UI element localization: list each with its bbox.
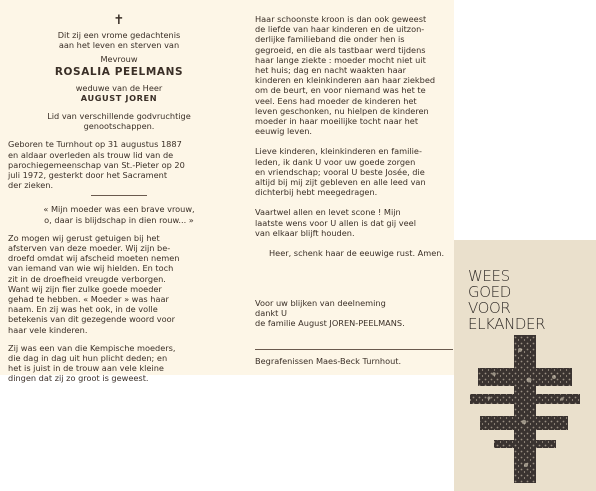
cover-line-3: VOOR [468, 299, 511, 317]
husband-name: AUGUST JOREN [80, 92, 158, 103]
paragraph-2: Zij was een van die Kempische moeders, die dag in dag uit hun plicht deden; en het is juist in de trouw aan vele kleine dingen dat zij zo groot is geweest. [8, 342, 176, 384]
birth-death-text: Geboren te Turnhout op 31 augustus 1887 en aldaar overleden als trouw lid van de parochiegemeenschap van St.-Pieter op 20 juli 1972, gesterkt door het Sacrament der zieken. [8, 139, 185, 191]
cover-line-4: ELKANDER [468, 315, 546, 333]
title-text: Mevrouw [100, 54, 138, 65]
paragraph-4: Lieve kinderen, kleinkinderen en familie- leden, ik dank U voor uw goede zorgen en vriendschap; vooral U beste Josée, die altijd bij mij zijt gebleven en alle leed van dichterbij hebt meegedragen. [255, 146, 426, 198]
cross-icon: ✝ [113, 13, 125, 28]
intro-text: Dit zij een vrome gedachtenis aan het leven en sterven van [57, 30, 181, 51]
membership-text: Lid van verschillende godvruchtige genootschappen. [47, 111, 191, 132]
paragraph-5: Vaartwel allen en levet scone ! Mijn laatste wens voor U allen is dat gij veel van elkaar blijft houden. [255, 207, 416, 238]
cover-line-2: GOED [468, 283, 511, 301]
thanks-text: Voor uw blijken van deelneming dankt U de familie August JOREN-PEELMANS. [255, 298, 405, 329]
left-column [8, 14, 230, 384]
undertaker-text: Begrafenissen Maes-Beck Turnhout. [255, 356, 402, 366]
divider [255, 349, 453, 350]
widow-line: weduwe van de Heer [75, 82, 163, 93]
deceased-name: ROSALIA PEELMANS [54, 65, 184, 78]
cover-line-1: WEES [468, 267, 510, 285]
right-column [255, 14, 455, 366]
paragraph-1: Zo mogen wij gerust getuigen bij het afsterven van deze moeder. Wij zijn be- droefd omdat wij afscheid moeten nemen van iemand van wie wij hielden. En toch zit in de droefheid vreugde verborgen. Want wij zijn fier zulke goede moeder gehad te hebben. « Moeder » was haar naam. En zij was het ook, in de volle betekenis van dit gezegende woord voor haar vele kinderen. [8, 232, 180, 335]
paragraph-3: Haar schoonste kroon is dan ook geweest de liefde van haar kinderen en de uitzon- derlijke familieband die onder hen is gegroeid, en die als tastbaar werd tijdens haar lange ziekte : moeder mocht niet uit het huis; dag en nacht waakten haar kinderen en kleinkinderen aan haar ziekbed om de beurt, en voor niemand was het te veel. Eens had moeder de kinderen het leven geschonken, nu hielpen de kinderen moeder in haar moeilijke tocht naar het eeuwig leven. [255, 14, 436, 137]
cover-image [454, 240, 596, 491]
quote-text: « Mijn moeder was een brave vrouw, o, daar is blijdschap in dien rouw... » [43, 204, 195, 225]
divider [91, 195, 147, 196]
cross-artwork-icon [454, 240, 596, 491]
prayer-text: Heer, schenk haar de eeuwige rust. Amen. [269, 248, 445, 259]
